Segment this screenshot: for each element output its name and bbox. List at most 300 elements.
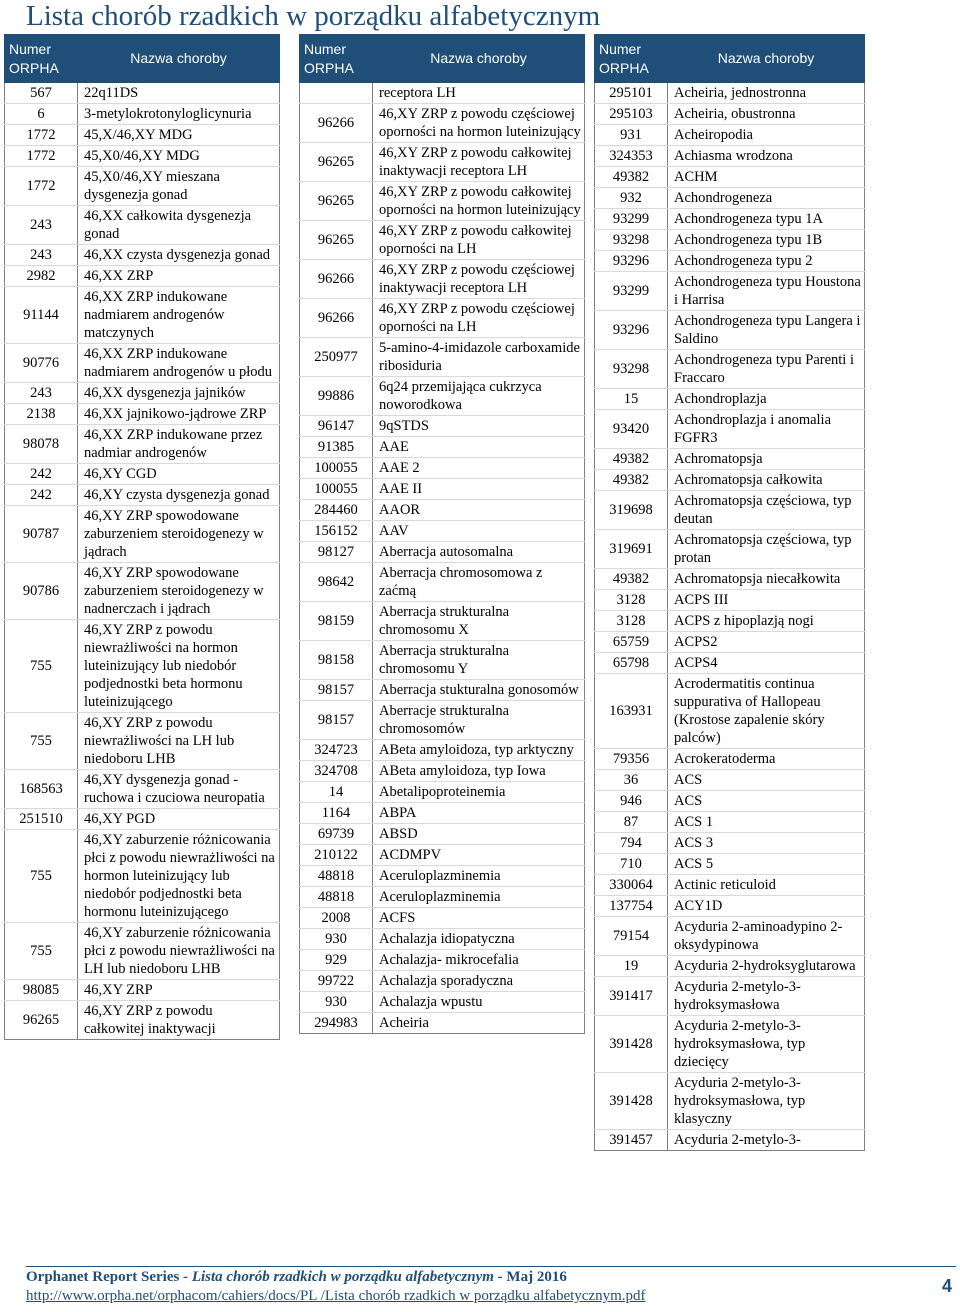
table-row: [300, 908, 585, 929]
table-row: [300, 479, 585, 500]
table-row: [5, 245, 280, 266]
table-row: [595, 251, 865, 272]
orpha-number: 243: [5, 206, 78, 245]
disease-name: AAE 2: [373, 458, 585, 479]
disease-name: 46,XY ZRP z powodu częściowej inaktywacji receptora LH: [373, 260, 585, 299]
disease-name: 6q24 przemijająca cukrzyca noworodkowa: [373, 377, 585, 416]
table-row: [300, 992, 585, 1013]
footer-divider: [26, 1266, 956, 1267]
disease-name: Acyduria 2-metylo-3-: [668, 1130, 865, 1151]
disease-name: Achondrogeneza typu Parenti i Fraccaro: [668, 350, 865, 389]
orpha-number: 79356: [595, 749, 668, 770]
orpha-number: 91385: [300, 437, 373, 458]
disease-table-1: [4, 34, 280, 1040]
disease-name: Achalazja- mikrocefalia: [373, 950, 585, 971]
table-row: [5, 83, 280, 104]
disease-name: ACPS2: [668, 632, 865, 653]
table-row: [300, 641, 585, 680]
orpha-number: 91144: [5, 287, 78, 344]
table-row: [300, 782, 585, 803]
disease-name: Acheiria, jednostronna: [668, 83, 865, 104]
table-row: [595, 530, 865, 569]
table-row: [595, 104, 865, 125]
table-row: [300, 377, 585, 416]
orpha-number: 93420: [595, 410, 668, 449]
disease-name: 46,XY zaburzenie różnicowania płci z powodu niewrażliwości na LH lub niedoboru LHB: [78, 923, 280, 980]
header-orpha-number: Numer ORPHA: [595, 35, 668, 83]
column-2: [299, 34, 585, 1034]
orpha-number: 48818: [300, 887, 373, 908]
disease-name: 46,XY ZRP spowodowane zaburzeniem steroidogenezy w nadnerczach i jądrach: [78, 563, 280, 620]
table-row: [300, 680, 585, 701]
orpha-number: 96265: [5, 1001, 78, 1040]
table-row: [595, 956, 865, 977]
orpha-number: 929: [300, 950, 373, 971]
orpha-number: 93296: [595, 251, 668, 272]
table-row: [595, 833, 865, 854]
disease-name: 46,XX ZRP indukowane nadmiarem androgenów u płodu: [78, 344, 280, 383]
orpha-number: 242: [5, 464, 78, 485]
disease-name: 46,XY zaburzenie różnicowania płci z powodu niewrażliwości na hormon luteinizujący lub niedobór podjednostki beta hormonu luteinizującego: [78, 830, 280, 923]
disease-name: Achondrogeneza typu 2: [668, 251, 865, 272]
table-row: [595, 917, 865, 956]
disease-name: Actinic reticuloid: [668, 875, 865, 896]
orpha-number: 96265: [300, 143, 373, 182]
disease-table-2: [299, 34, 585, 1034]
disease-name: ACDMPV: [373, 845, 585, 866]
orpha-number: 391428: [595, 1073, 668, 1130]
orpha-number: 100055: [300, 458, 373, 479]
table-row: [595, 272, 865, 311]
disease-table-3: [594, 34, 865, 1151]
orpha-number: 794: [595, 833, 668, 854]
disease-name: 46,XY ZRP z powodu całkowitej inaktywacji receptora LH: [373, 143, 585, 182]
disease-name: Acrodermatitis continua suppurativa of Hallopeau (Krostose zapalenie skóry palców): [668, 674, 865, 749]
orpha-number: 14: [300, 782, 373, 803]
disease-name: 46,XX ZRP indukowane nadmiarem androgenów matczynych: [78, 287, 280, 344]
orpha-number: 294983: [300, 1013, 373, 1034]
footer-url-link[interactable]: http://www.orpha.net/orphacom/cahiers/docs/PL /Lista chorób rzadkich w porządku alfabetycznym.pdf: [26, 1288, 646, 1304]
orpha-number: 391428: [595, 1016, 668, 1073]
disease-name: Acyduria 2-aminoadypino 2-oksydypinowa: [668, 917, 865, 956]
disease-name: ACS 3: [668, 833, 865, 854]
table-row: [5, 713, 280, 770]
table-row: [595, 749, 865, 770]
table-row: [5, 980, 280, 1001]
disease-name: Achromatopsja: [668, 449, 865, 470]
orpha-number: 163931: [595, 674, 668, 749]
disease-name: 46,XY dysgenezja gonad - ruchowa i czuciowa neuropatia: [78, 770, 280, 809]
disease-name: AAV: [373, 521, 585, 542]
table-row: [300, 563, 585, 602]
disease-name: Acyduria 2-hydroksyglutarowa: [668, 956, 865, 977]
orpha-number: 69739: [300, 824, 373, 845]
disease-name: Acrokeratoderma: [668, 749, 865, 770]
disease-name: Achromatopsja częściowa, typ protan: [668, 530, 865, 569]
table-row: [595, 491, 865, 530]
disease-name: Acyduria 2-metylo-3-hydroksymasłowa, typ dziecięcy: [668, 1016, 865, 1073]
orpha-number: 93298: [595, 350, 668, 389]
orpha-number: 90776: [5, 344, 78, 383]
orpha-number: 567: [5, 83, 78, 104]
table-row: [595, 611, 865, 632]
disease-name: Achromatopsja częściowa, typ deutan: [668, 491, 865, 530]
disease-name: 3-metylokrotonyloglicynuria: [78, 104, 280, 125]
orpha-number: 87: [595, 812, 668, 833]
orpha-number: 90787: [5, 506, 78, 563]
disease-name: Acyduria 2-metylo-3-hydroksymasłowa, typ klasyczny: [668, 1073, 865, 1130]
disease-name: Aberracja chromosomowa z zaćmą: [373, 563, 585, 602]
disease-name: ACS 5: [668, 854, 865, 875]
orpha-number: 391417: [595, 977, 668, 1016]
orpha-number: 755: [5, 713, 78, 770]
table-row: [300, 221, 585, 260]
disease-name: ABPA: [373, 803, 585, 824]
table-row: [595, 674, 865, 749]
disease-name: 46,XY ZRP z powodu niewrażliwości na LH lub niedoboru LHB: [78, 713, 280, 770]
table-row: [300, 602, 585, 641]
footer-series-title: Lista chorób rzadkich w porządku alfabetycznym: [191, 1269, 494, 1285]
table-row: [300, 971, 585, 992]
header-disease-name: Nazwa choroby: [78, 35, 280, 83]
orpha-number: 93299: [595, 209, 668, 230]
table-row: [595, 590, 865, 611]
disease-name: Achiasma wrodzona: [668, 146, 865, 167]
disease-name: AAE II: [373, 479, 585, 500]
orpha-number: 98157: [300, 701, 373, 740]
disease-name: Achondroplazja i anomalia FGFR3: [668, 410, 865, 449]
disease-name: 46,XY ZRP z powodu częściowej oporności na LH: [373, 299, 585, 338]
orpha-number: 98085: [5, 980, 78, 1001]
disease-name: ACS: [668, 791, 865, 812]
disease-name: AAOR: [373, 500, 585, 521]
disease-name: ACS: [668, 770, 865, 791]
table-row: [595, 875, 865, 896]
orpha-number: 710: [595, 854, 668, 875]
orpha-number: 1164: [300, 803, 373, 824]
orpha-number: 946: [595, 791, 668, 812]
page-title: Lista chorób rzadkich w porządku alfabetycznym: [26, 0, 601, 32]
page-number: 4: [941, 1276, 952, 1296]
table-row: [5, 620, 280, 713]
disease-name: Achondrogeneza typu 1B: [668, 230, 865, 251]
disease-name: 46,XY czysta dysgenezja gonad: [78, 485, 280, 506]
table-row: [595, 977, 865, 1016]
orpha-number: 755: [5, 620, 78, 713]
table-row: [595, 896, 865, 917]
disease-name: 46,XY ZRP z powodu całkowitej oporności na LH: [373, 221, 585, 260]
table-row: [595, 410, 865, 449]
orpha-number: 391457: [595, 1130, 668, 1151]
orpha-number: 251510: [5, 809, 78, 830]
orpha-number: 1772: [5, 125, 78, 146]
disease-name: Achalazja sporadyczna: [373, 971, 585, 992]
table-row: [595, 653, 865, 674]
table-row: [595, 230, 865, 251]
table-row: [5, 770, 280, 809]
orpha-number: 96147: [300, 416, 373, 437]
table-row: [300, 500, 585, 521]
table-row: [595, 1130, 865, 1151]
disease-name: 46,XY ZRP z powodu całkowitej inaktywacji: [78, 1001, 280, 1040]
orpha-number: 65759: [595, 632, 668, 653]
table-row: [5, 383, 280, 404]
orpha-number: 96266: [300, 104, 373, 143]
disease-name: Aceruloplazminemia: [373, 887, 585, 908]
footer-date: - Maj 2016: [493, 1269, 567, 1285]
disease-name: 45,X0/46,XY mieszana dysgenezja gonad: [78, 167, 280, 206]
disease-name: 46,XY CGD: [78, 464, 280, 485]
disease-name: Aberracje strukturalna chromosomów: [373, 701, 585, 740]
orpha-number: 243: [5, 383, 78, 404]
orpha-number: 324723: [300, 740, 373, 761]
orpha-number: 2982: [5, 266, 78, 287]
orpha-number: 96266: [300, 260, 373, 299]
disease-name: Aberracja autosomalna: [373, 542, 585, 563]
disease-name: 46,XY ZRP z powodu całkowitej oporności na hormon luteinizujący: [373, 182, 585, 221]
orpha-number: 98157: [300, 680, 373, 701]
table-row: [300, 83, 585, 104]
orpha-number: 755: [5, 923, 78, 980]
footer-series: [26, 1269, 567, 1286]
table-row: [5, 146, 280, 167]
table-row: [300, 521, 585, 542]
orpha-number: 330064: [595, 875, 668, 896]
table-row: [5, 830, 280, 923]
table-row: [595, 188, 865, 209]
header-disease-name: Nazwa choroby: [373, 35, 585, 83]
disease-name: Acyduria 2-metylo-3-hydroksymasłowa: [668, 977, 865, 1016]
orpha-number: 295101: [595, 83, 668, 104]
disease-name: Acheiria, obustronna: [668, 104, 865, 125]
disease-name: 46,XY ZRP spowodowane zaburzeniem steroidogenezy w jądrach: [78, 506, 280, 563]
disease-name: ACHM: [668, 167, 865, 188]
orpha-number: 98158: [300, 641, 373, 680]
disease-name: ABeta amyloidoza, typ arktyczny: [373, 740, 585, 761]
orpha-number: 65798: [595, 653, 668, 674]
table-row: [5, 104, 280, 125]
orpha-number: 243: [5, 245, 78, 266]
disease-name: 46,XX czysta dysgenezja gonad: [78, 245, 280, 266]
disease-name: 46,XY PGD: [78, 809, 280, 830]
orpha-number: 242: [5, 485, 78, 506]
disease-name: 46,XX dysgenezja jajników: [78, 383, 280, 404]
table-row: [300, 950, 585, 971]
disease-name: 46,XX ZRP indukowane przez nadmiar androgenów: [78, 425, 280, 464]
disease-name: 46,XX jajnikowo-jądrowe ZRP: [78, 404, 280, 425]
disease-name: ACPS4: [668, 653, 865, 674]
orpha-number: 324708: [300, 761, 373, 782]
disease-name: Acheiria: [373, 1013, 585, 1034]
disease-name: 9qSTDS: [373, 416, 585, 437]
orpha-number: 90786: [5, 563, 78, 620]
table-row: [300, 458, 585, 479]
table-row: [5, 344, 280, 383]
table-row: [5, 206, 280, 245]
table-row: [595, 470, 865, 491]
disease-name: Aberracja strukturalna chromosomu Y: [373, 641, 585, 680]
orpha-number: 932: [595, 188, 668, 209]
disease-name: Achromatopsja całkowita: [668, 470, 865, 491]
table-row: [595, 146, 865, 167]
disease-name: 46,XY ZRP z powodu częściowej oporności na hormon luteinizujący: [373, 104, 585, 143]
table-row: [300, 1013, 585, 1034]
header-orpha-number: Numer ORPHA: [300, 35, 373, 83]
orpha-number: 1772: [5, 146, 78, 167]
table-row: [300, 260, 585, 299]
column-1: [4, 34, 280, 1040]
disease-name: Achondrogeneza: [668, 188, 865, 209]
orpha-number: 99886: [300, 377, 373, 416]
orpha-number: 36: [595, 770, 668, 791]
table-row: [300, 182, 585, 221]
orpha-number: 210122: [300, 845, 373, 866]
disease-name: ACPS z hipoplazją nogi: [668, 611, 865, 632]
orpha-number: 137754: [595, 896, 668, 917]
table-row: [595, 449, 865, 470]
table-row: [5, 404, 280, 425]
orpha-number: 3128: [595, 611, 668, 632]
table-row: [595, 569, 865, 590]
disease-name: ABeta amyloidoza, typ Iowa: [373, 761, 585, 782]
disease-name: AAE: [373, 437, 585, 458]
orpha-number: 319691: [595, 530, 668, 569]
disease-name: Aberracja stukturalna gonosomów: [373, 680, 585, 701]
table-row: [5, 425, 280, 464]
disease-name: Abetalipoproteinemia: [373, 782, 585, 803]
table-row: [300, 104, 585, 143]
orpha-number: 250977: [300, 338, 373, 377]
table-row: [5, 167, 280, 206]
footer-series-name: Orphanet Report Series -: [26, 1269, 192, 1285]
disease-name: 46,XY ZRP: [78, 980, 280, 1001]
orpha-number: 96266: [300, 299, 373, 338]
orpha-number: 3128: [595, 590, 668, 611]
disease-name: 46,XX ZRP: [78, 266, 280, 287]
table-row: [300, 824, 585, 845]
disease-name: Achalazja idiopatyczna: [373, 929, 585, 950]
table-row: [300, 416, 585, 437]
table-row: [595, 389, 865, 410]
table-row: [595, 83, 865, 104]
table-row: [5, 287, 280, 344]
table-row: [300, 299, 585, 338]
disease-name: 45,X0/46,XY MDG: [78, 146, 280, 167]
orpha-number: 49382: [595, 167, 668, 188]
disease-name: 46,XY ZRP z powodu niewrażliwości na hormon luteinizujący lub niedobór podjednostki beta hormonu luteinizującego: [78, 620, 280, 713]
orpha-number: 93296: [595, 311, 668, 350]
disease-name: ACFS: [373, 908, 585, 929]
orpha-number: 2138: [5, 404, 78, 425]
disease-name: Achondrogeneza typu Langera i Saldino: [668, 311, 865, 350]
table-row: [595, 1016, 865, 1073]
orpha-number: 49382: [595, 449, 668, 470]
orpha-number: 93299: [595, 272, 668, 311]
table-row: [595, 770, 865, 791]
table-row: [5, 563, 280, 620]
table-row: [595, 311, 865, 350]
table-row: [595, 632, 865, 653]
table-row: [5, 923, 280, 980]
table-row: [300, 866, 585, 887]
orpha-number: 96265: [300, 221, 373, 260]
column-3: [594, 34, 865, 1151]
orpha-number: 931: [595, 125, 668, 146]
orpha-number: 284460: [300, 500, 373, 521]
disease-name: Achalazja wpustu: [373, 992, 585, 1013]
orpha-number: 2008: [300, 908, 373, 929]
table-row: [5, 506, 280, 563]
orpha-number: 93298: [595, 230, 668, 251]
orpha-number: 49382: [595, 569, 668, 590]
disease-name: Achondroplazja: [668, 389, 865, 410]
disease-name: ACY1D: [668, 896, 865, 917]
disease-name: ACPS III: [668, 590, 865, 611]
disease-name: 45,X/46,XY MDG: [78, 125, 280, 146]
orpha-number: 79154: [595, 917, 668, 956]
table-row: [300, 845, 585, 866]
orpha-number: [300, 83, 373, 104]
table-row: [300, 542, 585, 563]
table-row: [5, 485, 280, 506]
disease-name: 5-amino-4-imidazole carboxamide ribosiduria: [373, 338, 585, 377]
disease-name: ACS 1: [668, 812, 865, 833]
orpha-number: 48818: [300, 866, 373, 887]
table-row: [300, 929, 585, 950]
disease-name: receptora LH: [373, 83, 585, 104]
table-row: [300, 887, 585, 908]
table-row: [5, 809, 280, 830]
orpha-number: 295103: [595, 104, 668, 125]
table-row: [595, 854, 865, 875]
disease-name: Acheiropodia: [668, 125, 865, 146]
orpha-number: 98078: [5, 425, 78, 464]
orpha-number: 930: [300, 929, 373, 950]
orpha-number: 96265: [300, 182, 373, 221]
table-row: [595, 350, 865, 389]
header-disease-name: Nazwa choroby: [668, 35, 865, 83]
table-row: [300, 338, 585, 377]
table-row: [595, 791, 865, 812]
table-row: [5, 125, 280, 146]
disease-name: Aberracja strukturalna chromosomu X: [373, 602, 585, 641]
orpha-number: 324353: [595, 146, 668, 167]
table-row: [5, 1001, 280, 1040]
table-row: [300, 143, 585, 182]
table-row: [595, 1073, 865, 1130]
table-row: [595, 209, 865, 230]
orpha-number: 99722: [300, 971, 373, 992]
orpha-number: 98159: [300, 602, 373, 641]
disease-name: Achondrogeneza typu 1A: [668, 209, 865, 230]
orpha-number: 100055: [300, 479, 373, 500]
disease-name: Aceruloplazminemia: [373, 866, 585, 887]
table-row: [300, 701, 585, 740]
table-row: [300, 803, 585, 824]
orpha-number: 755: [5, 830, 78, 923]
disease-name: Achromatopsja niecałkowita: [668, 569, 865, 590]
table-row: [300, 740, 585, 761]
orpha-number: 1772: [5, 167, 78, 206]
orpha-number: 6: [5, 104, 78, 125]
orpha-number: 49382: [595, 470, 668, 491]
orpha-number: 156152: [300, 521, 373, 542]
orpha-number: 19: [595, 956, 668, 977]
table-row: [595, 812, 865, 833]
header-orpha-number: Numer ORPHA: [5, 35, 78, 83]
disease-name: Achondrogeneza typu Houstona i Harrisa: [668, 272, 865, 311]
orpha-number: 98642: [300, 563, 373, 602]
